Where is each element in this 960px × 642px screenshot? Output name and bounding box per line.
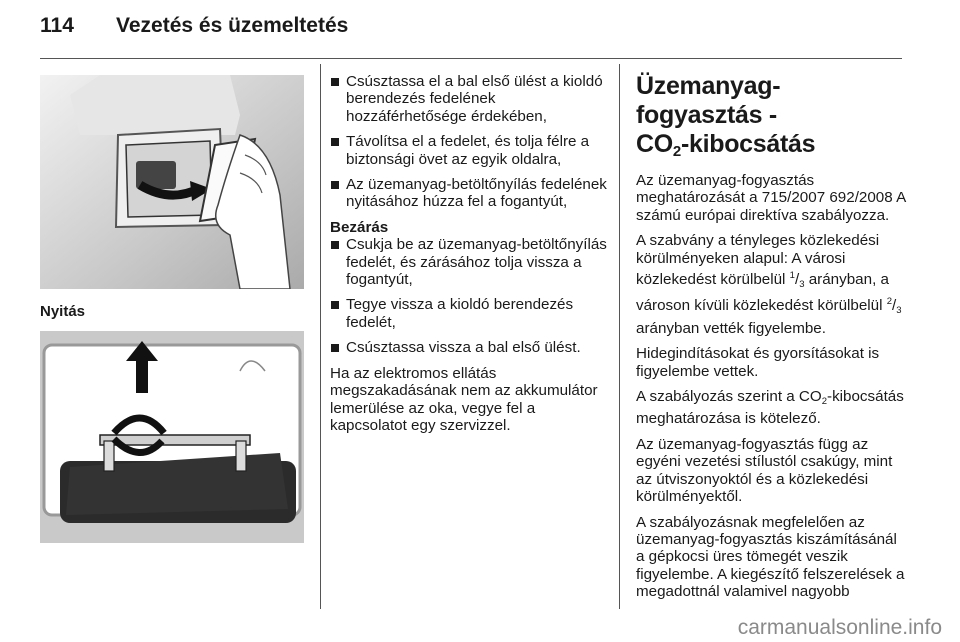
paragraph-text: -kibocsátás meghatározása is kötelező. [636,388,904,428]
closing-steps-list [330,236,610,356]
paragraph-text: A szabvány a tényleges közlekedési körülményeken alapul: A városi közlekedést körülbelül [636,232,880,289]
fraction-denominator: 3 [896,305,902,317]
figure-opening-cover [40,75,304,289]
list-item: Csúsztassa el a bal első ülést a kioldó berendezés fedelének hozzáférhetősége érdekében, [330,73,610,125]
paragraph: A szabályozásnak megfelelően az üzemanyag-fogyasztás kiszámításánál a gépkocsi üres tömegét veszik figyelembe. A kiegészítő felszerelések a megadottnál valamivel nagyobb [636,513,905,601]
list-item: Csúsztassa vissza a bal első ülést. [330,339,610,356]
list-item: Csukja be az üzemanyag-betöltőnyílás fedelét, és zárásához tolja vissza a fogantyút, [330,236,610,288]
heading-co-prefix: CO [636,130,673,158]
heading-line-1: Üzemanyag-fogyasztás - [636,72,781,129]
opening-steps-list [330,73,610,211]
figure-caption: Nyitás [40,303,86,320]
page-number: 114 [40,14,74,37]
column-consumption [636,72,906,609]
watermark: carmanualsonline.info [737,616,942,639]
paragraph-co2 [636,388,906,428]
co2-subscript: 2 [821,396,828,408]
heading-co-subscript: 2 [672,143,681,160]
fraction-numerator: 1 [789,270,795,282]
paragraph-text: A szabályozás szerint a CO [636,388,822,406]
column-divider-left [320,64,321,609]
closing-heading: Bezárás [330,218,389,236]
paragraph-text: arányban vették figyelembe. [636,319,826,337]
section-title: Vezetés és üzemeltetés [116,14,349,37]
header-rule [40,58,902,59]
paragraph: Az üzemanyag-fogyasztás meghatározását a 715/2007 692/2008 A számú európai direktíva szabályozza. [636,172,906,224]
column-divider-right [619,64,620,609]
list-item: Távolítsa el a fedelet, és tolja félre a biztonsági övet az egyik oldalra, [330,133,610,168]
service-note: Ha az elektromos ellátás megszakadásának nem az akkumulátor lemerülése az oka, vegye fel a kapcsolatot egy szervizzel. [330,364,598,434]
heading-co-suffix: -kibocsátás [680,130,816,158]
paragraph-fractions: A szabvány a tényleges közlekedési körülményeken alapul: A városi közlekedést körülbelül $^1/_3$ arányban, a városon kívüli közlekedést körülbelül $^2/_3$ arányban vették figyelembe. [636,232,902,337]
paragraph: Hidegindításokat és gyorsításokat is figyelembe vettek. [636,345,880,380]
paragraph: Az üzemanyag-fogyasztás függ az egyéni vezetési stílustól csakúgy, mint az útviszonyoktól és a közlekedési körülményektől. [636,435,893,506]
column-instructions [330,73,610,442]
paragraph-text: arányban, a városon kívüli közlekedést körülbelül [636,271,889,315]
fraction-numerator: 2 [886,296,893,308]
fraction-denominator: 3 [799,279,805,291]
section-heading [636,72,906,166]
figure-fuel-handle [40,331,304,543]
list-item: Tegye vissza a kioldó berendezés fedelét, [330,296,610,331]
list-item: Az üzemanyag-betöltőnyílás fedelének nyitásához húzza fel a fogantyút, [330,176,610,211]
